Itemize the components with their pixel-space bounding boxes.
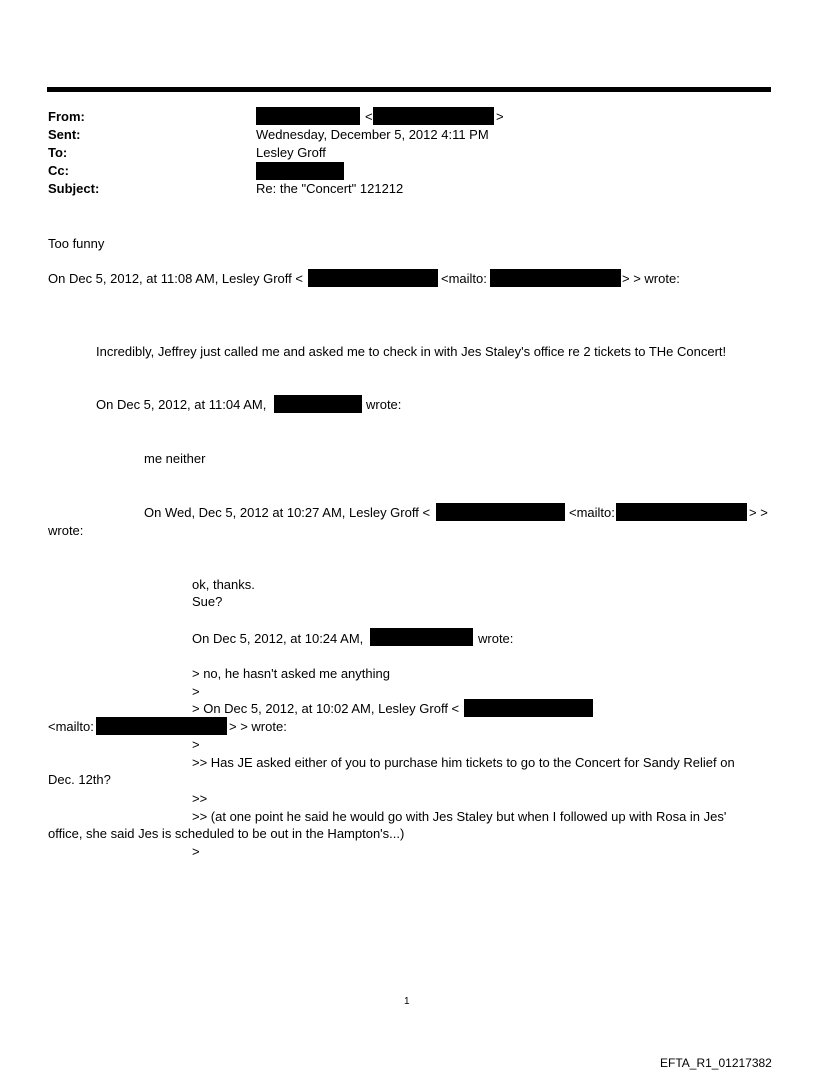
cc-redaction — [256, 162, 344, 180]
quoted-line: office, she said Jes is scheduled to be out in the Hampton's...) — [48, 826, 405, 841]
quoted-line: > no, he hasn't asked me anything — [192, 666, 390, 681]
body-line-too-funny: Too funny — [48, 236, 105, 251]
quoted-line: Dec. 12th? — [48, 772, 111, 787]
cc-label: Cc: — [48, 163, 69, 178]
from-label: From: — [48, 109, 85, 124]
quote-header-1024: On Dec 5, 2012, at 10:24 AM, — [192, 631, 364, 646]
wrote-text: > > wrote: — [622, 271, 680, 286]
quote-header-1104: On Dec 5, 2012, at 11:04 AM, — [96, 397, 267, 412]
document-id: EFTA_R1_01217382 — [660, 1056, 772, 1070]
redaction — [490, 269, 621, 287]
wrote-text: wrote: — [48, 523, 84, 538]
mailto-text: <mailto: — [48, 719, 94, 734]
quoted-line: > — [192, 844, 200, 859]
page-number: 1 — [404, 996, 410, 1007]
from-name-redaction — [256, 107, 360, 125]
subject-label: Subject: — [48, 181, 100, 196]
quote-header-1108: On Dec 5, 2012, at 11:08 AM, Lesley Groff < — [48, 271, 303, 286]
mailto-text: <mailto: — [441, 271, 487, 286]
sent-label: Sent: — [48, 127, 81, 142]
sent-value: Wednesday, December 5, 2012 4:11 PM — [256, 127, 489, 142]
body-line-me-neither: me neither — [144, 451, 206, 466]
body-line-incredibly: Incredibly, Jeffrey just called me and asked me to check in with Jes Staley's office re 2 tickets to THe Concert! — [96, 344, 727, 359]
body-line-ok-thanks: ok, thanks. — [192, 577, 255, 592]
redaction — [308, 269, 438, 287]
wrote-text: > > wrote: — [229, 719, 287, 734]
redaction — [274, 395, 362, 413]
wrote-text: wrote: — [366, 397, 402, 412]
wrote-text: wrote: — [478, 631, 514, 646]
quoted-line: >> — [192, 791, 208, 806]
body-line-sue: Sue? — [192, 594, 223, 609]
redaction — [370, 628, 473, 646]
header-rule — [47, 87, 771, 92]
redaction — [464, 699, 593, 717]
redaction — [96, 717, 227, 735]
mailto-text: <mailto: — [569, 505, 615, 520]
from-lt: < — [365, 109, 373, 124]
quoted-line: > — [192, 684, 200, 699]
redaction — [616, 503, 747, 521]
quoted-line: > On Dec 5, 2012, at 10:02 AM, Lesley Groff < — [192, 701, 460, 716]
wrote-text: > > — [749, 505, 768, 520]
subject-value: Re: the "Concert" 121212 — [256, 181, 404, 196]
to-label: To: — [48, 145, 68, 160]
redaction — [436, 503, 565, 521]
from-gt: > — [496, 109, 504, 124]
from-email-redaction — [373, 107, 494, 125]
quoted-line: >> (at one point he said he would go with Jes Staley but when I followed up with Rosa in Jes' — [192, 809, 727, 824]
quote-header-1027: On Wed, Dec 5, 2012 at 10:27 AM, Lesley Groff < — [144, 505, 431, 520]
to-value: Lesley Groff — [256, 145, 326, 160]
quoted-line: >> Has JE asked either of you to purchase him tickets to go to the Concert for Sandy Relief on — [192, 755, 735, 770]
quoted-line: > — [192, 737, 200, 752]
